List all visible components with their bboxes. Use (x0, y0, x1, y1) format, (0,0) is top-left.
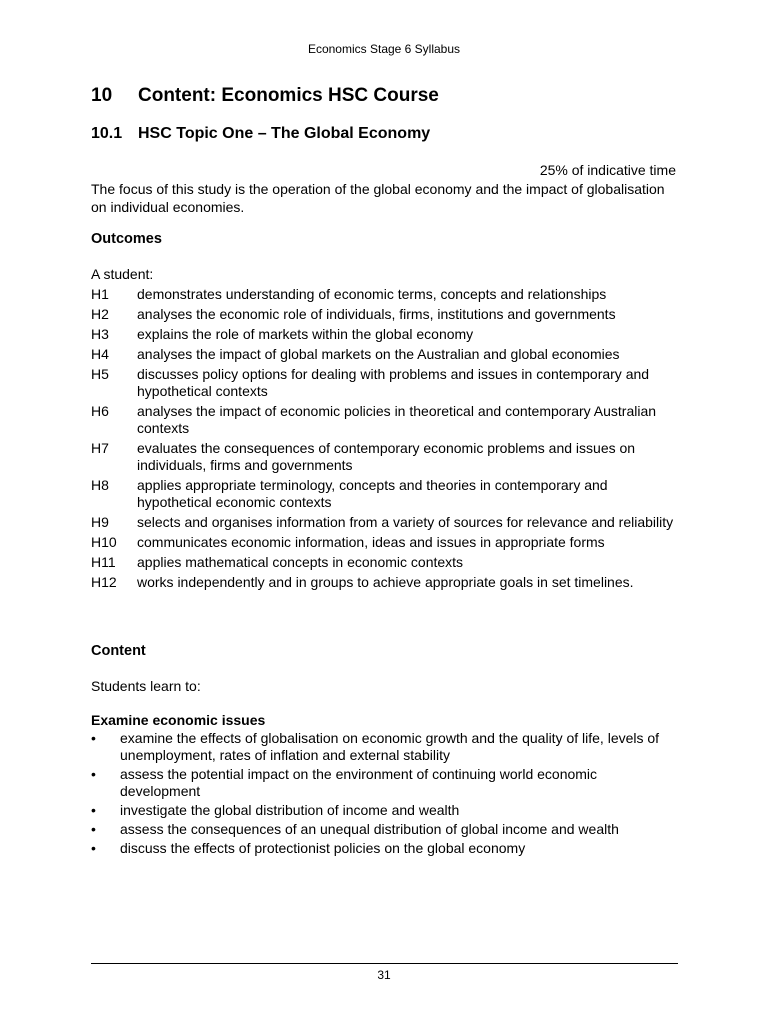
outcome-text: analyses the impact of global markets on the Australian and global economies (137, 346, 620, 362)
list-item (91, 840, 681, 857)
outcome-item (91, 403, 681, 437)
outcome-code: H7 (91, 440, 109, 456)
outcome-code: H11 (91, 554, 116, 570)
list-item (91, 766, 681, 800)
outcome-text: applies appropriate terminology, concepts and theories in contemporary and hypothetical economic contexts (137, 477, 608, 510)
focus-statement: The focus of this study is the operation of the global economy and the impact of globalisation on individual economies. (91, 181, 665, 215)
bullet-icon: • (91, 802, 96, 818)
outcome-code: H5 (91, 366, 109, 382)
bullet-text: investigate the global distribution of income and wealth (120, 802, 460, 818)
topic-number: 10.1 (91, 125, 123, 142)
outcome-item (91, 366, 681, 400)
outcome-code: H4 (91, 346, 109, 362)
outcome-code: H1 (91, 286, 109, 302)
outcome-text: demonstrates understanding of economic terms, concepts and relationships (137, 286, 607, 302)
outcome-text: evaluates the consequences of contemporary economic problems and issues on individuals, firms and governments (137, 440, 636, 473)
bullet-text: discuss the effects of protectionist policies on the global economy (120, 840, 526, 856)
outcome-item (91, 440, 681, 474)
section-title-text: Content: Economics HSC Course (138, 85, 439, 106)
outcome-code: H9 (91, 514, 109, 530)
page-number: 31 (377, 968, 391, 982)
outcome-item (91, 286, 681, 303)
outcome-text: explains the role of markets within the global economy (137, 326, 474, 342)
content-heading: Content (91, 643, 146, 659)
bullet-icon: • (91, 840, 96, 856)
outcome-item (91, 306, 681, 323)
list-item (91, 802, 681, 819)
outcome-code: H6 (91, 403, 109, 419)
content-intro: Students learn to: (91, 678, 201, 694)
outcomes-list (91, 286, 681, 594)
outcome-code: H8 (91, 477, 109, 493)
outcomes-intro: A student: (91, 266, 154, 282)
footer-divider (91, 963, 678, 964)
list-item (91, 821, 681, 838)
running-header: Economics Stage 6 Syllabus (307, 42, 461, 56)
topic-title-text: HSC Topic One – The Global Economy (138, 125, 431, 142)
topic-title (91, 125, 430, 143)
outcome-text: selects and organises information from a variety of sources for relevance and reliability (137, 514, 674, 530)
outcome-item (91, 477, 681, 511)
bullet-icon: • (91, 821, 96, 837)
outcome-code: H2 (91, 306, 109, 322)
bullet-icon: • (91, 766, 96, 782)
bullet-text: assess the consequences of an unequal distribution of global income and wealth (120, 821, 619, 837)
bullet-icon: • (91, 730, 96, 746)
section-number: 10 (91, 85, 113, 106)
outcome-text: communicates economic information, ideas and issues in appropriate forms (137, 534, 605, 550)
outcome-text: analyses the impact of economic policies in theoretical and contemporary Australian contexts (137, 403, 657, 436)
outcome-item (91, 514, 681, 531)
outcome-text: applies mathematical concepts in economic contexts (137, 554, 464, 570)
content-bullet-list (91, 730, 681, 859)
outcome-code: H10 (91, 534, 117, 550)
outcome-text: analyses the economic role of individuals, firms, institutions and governments (137, 306, 616, 322)
outcome-code: H3 (91, 326, 109, 342)
outcome-item (91, 346, 681, 363)
outcomes-heading: Outcomes (91, 231, 162, 247)
outcome-item (91, 554, 681, 571)
outcome-text: discusses policy options for dealing with problems and issues in contemporary and hypothetical contexts (137, 366, 650, 399)
outcome-item (91, 574, 681, 591)
outcome-code: H12 (91, 574, 117, 590)
list-item (91, 730, 681, 764)
bullet-text: assess the potential impact on the environment of continuing world economic development (120, 766, 598, 799)
examine-subheading: Examine economic issues (91, 712, 266, 728)
outcome-item (91, 326, 681, 343)
bullet-text: examine the effects of globalisation on economic growth and the quality of life, levels of unemployment, rates of inflation and external stability (120, 730, 660, 763)
section-title (91, 85, 439, 107)
outcome-item (91, 534, 681, 551)
indicative-time: 25% of indicative time (539, 162, 676, 178)
outcome-text: works independently and in groups to achieve appropriate goals in set timelines. (137, 574, 634, 590)
